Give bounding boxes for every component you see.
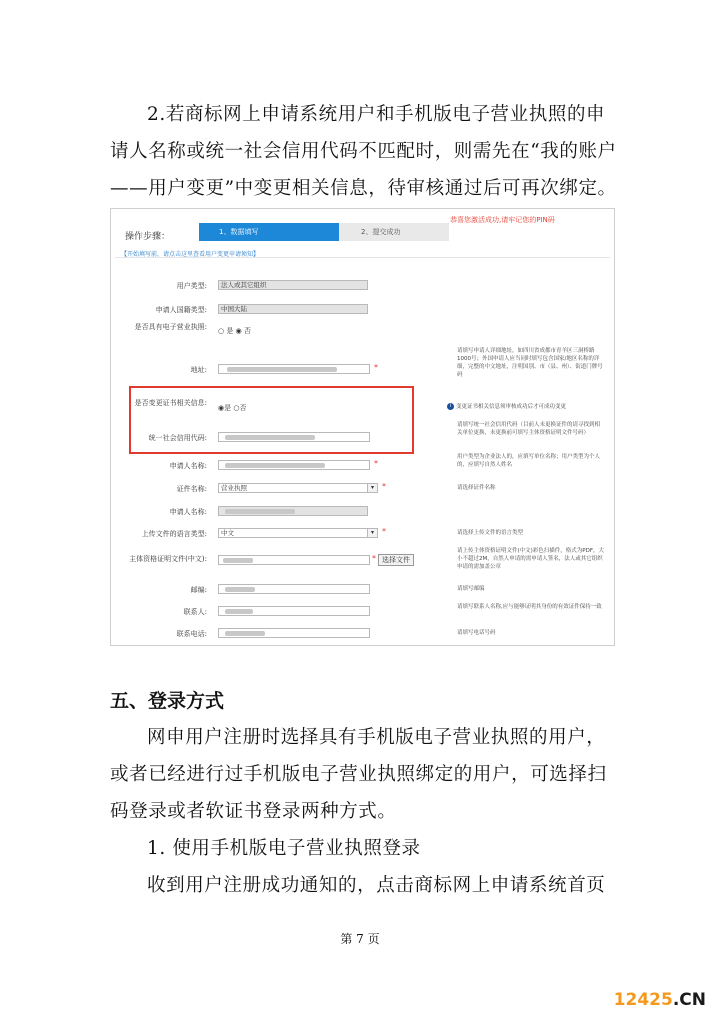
address-hint: 请填写申请人详细地址，如四川省成都市青羊区三洞桥路1000号；外国申请人应当同时填写包含国家/地区名称的详细，完整的中文地址，注明国别、市（县、州）、街道门牌号码 (457, 348, 603, 378)
help-link[interactable]: 【开始填写前，请点击这里查看用户变更申请须知】 (121, 251, 260, 258)
chevron-down-icon[interactable]: ▾ (367, 529, 377, 537)
required-star: * (372, 554, 376, 563)
has-license-radio[interactable] (218, 326, 251, 336)
qual-file-hint: 请上传主体资格证明文件(中文)彩色扫描件，格式为PDF，大小不超过2M，自然人申请的需申请人签名，法人或其它组织申请的需加盖公章 (457, 548, 605, 570)
change-cert-hint (447, 403, 607, 411)
chevron-down-icon[interactable]: ▾ (367, 484, 377, 492)
radio-no-icon[interactable]: ◉ (235, 327, 242, 335)
info-icon: i (447, 403, 454, 410)
step-2: 2、提交成功 (339, 223, 449, 241)
watermark-number: 12425 (613, 990, 673, 1010)
phone-hint: 请填写电话号码 (457, 630, 496, 636)
paragraph-line: 或者已经进行过手机版电子营业执照绑定的用户，可选择扫 (110, 764, 607, 785)
intro-paragraph (110, 96, 617, 207)
applicant-name-hint: 用户类型为企业法人的，应填写单位名称；用户类型为个人的，应填写自然人姓名 (457, 454, 601, 468)
required-star: * (374, 363, 378, 372)
qual-file-input[interactable] (218, 555, 370, 565)
postcode-label: 邮编: (190, 586, 207, 594)
paragraph-line: 请人名称或统一社会信用代码不匹配时，则需先在“我的账户 (110, 141, 617, 162)
cert-name-hint: 请选择证件名称 (457, 485, 496, 491)
required-star: * (382, 527, 386, 536)
user-type-label: 用户类型: (176, 282, 207, 290)
paragraph-line: 2.若商标网上申请系统用户和手机版电子营业执照的申 (147, 104, 606, 125)
section-title: 五、登录方式 (110, 690, 225, 712)
required-star: * (374, 459, 378, 468)
contact-input[interactable] (218, 606, 370, 616)
steps-label: 操作步骤： (125, 232, 171, 242)
language-select[interactable] (218, 528, 378, 538)
pin-success-note: 恭喜您激活成功,请牢记您的PIN码 (450, 216, 555, 224)
address-input[interactable] (218, 364, 370, 374)
divider (115, 257, 610, 258)
paragraph-line: ——用户变更”中变更相关信息，待审核通过后可再次绑定。 (110, 178, 617, 199)
required-star: * (382, 482, 386, 491)
step-1: 1、数据填写 (199, 223, 339, 241)
radio-no-icon[interactable]: ○ (233, 404, 240, 412)
paragraph-line: 收到用户注册成功通知的，点击商标网上申请系统首页 (147, 875, 606, 896)
nationality-field: 中国大陆 (218, 304, 368, 314)
form-screenshot (110, 208, 615, 646)
paragraph-line: 1. 使用手机版电子营业执照登录 (147, 838, 421, 859)
postcode-hint: 请填写邮编 (457, 586, 485, 592)
contact-label: 联系人: (183, 608, 207, 616)
applicant-name-label: 申请人名称: (169, 462, 207, 470)
login-paragraph (110, 719, 610, 904)
applicant-name-input[interactable] (218, 460, 370, 470)
cert-name-select[interactable] (218, 483, 378, 493)
cert-name-value: 营业执照 (221, 484, 247, 492)
credit-code-label: 统一社会信用代码: (148, 434, 207, 442)
language-value: 中文 (221, 529, 234, 537)
phone-input[interactable] (218, 628, 370, 638)
user-type-field: 法人或其它组织 (218, 280, 368, 290)
paragraph-line: 码登录或者软证书登录两种方式。 (110, 801, 397, 822)
step-progress (199, 223, 449, 241)
radio-yes-icon[interactable]: ◉ (218, 404, 225, 412)
nationality-label: 申请人国籍类型: (155, 306, 207, 314)
radio-yes-icon[interactable]: ○ (218, 327, 225, 335)
radio-yes-label: 是 (224, 404, 232, 412)
cert-name-label: 证件名称: (176, 485, 207, 493)
page-number: 第 7 页 (340, 932, 380, 946)
watermark-domain: .CN (672, 990, 706, 1010)
change-cert-radio[interactable] (218, 403, 246, 413)
change-cert-hint-text: 变更证书相关信息须审核成功后才可成功变更 (456, 404, 567, 410)
postcode-input[interactable] (218, 584, 370, 594)
highlight-box (129, 386, 414, 454)
language-label: 上传文件的语言类型: (141, 530, 207, 538)
has-license-label: 是否具有电子营业执照: (134, 323, 207, 331)
change-cert-label: 是否变更证书相关信息: (134, 399, 207, 407)
applicant-name-2-label: 申请人名称: (169, 508, 207, 516)
radio-yes-label: 是 (226, 327, 234, 335)
choose-file-button[interactable]: 选择文件 (378, 554, 414, 566)
phone-label: 联系电话: (176, 630, 207, 638)
language-hint: 请选择上传文件的语言类型 (457, 530, 524, 536)
qual-file-label: 主体资格证明文件(中文): (129, 555, 207, 563)
radio-no-label: 否 (239, 404, 247, 412)
credit-code-input[interactable] (218, 432, 370, 442)
address-label: 地址: (190, 366, 207, 374)
site-watermark (614, 990, 706, 1010)
applicant-name-2-field (218, 506, 368, 516)
radio-no-label: 否 (243, 327, 251, 335)
credit-code-hint: 请填写统一社会信用代码（目前人未更换证件的请寻找到相关单位更换，未更换前可填写主体资格证明文件号码） (457, 422, 601, 436)
contact-hint: 请填写联系人名称,应与能够证明其身份的有效证件保持一致 (457, 604, 602, 610)
paragraph-line: 网申用户注册时选择具有手机版电子营业执照的用户， (147, 727, 606, 748)
